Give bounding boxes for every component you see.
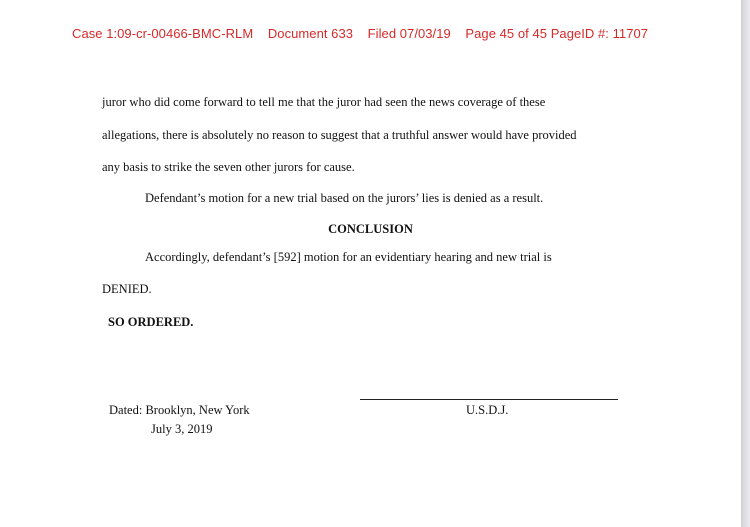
body-line-5: Accordingly, defendant’s [592] motion for an evidentiary hearing and new trial is (145, 250, 552, 264)
signature-line (360, 399, 618, 400)
page-edge (742, 0, 750, 527)
section-heading (0, 222, 741, 237)
filing-header (72, 26, 648, 41)
conclusion-heading: CONCLUSION (328, 222, 413, 236)
signature-date: July 3, 2019 (151, 422, 213, 436)
body-line-6: DENIED. (102, 282, 152, 296)
body-line-3: any basis to strike the seven other jurors for cause. (102, 160, 355, 174)
body-line-4: Defendant’s motion for a new trial based on the jurors’ lies is denied as a result. (145, 191, 544, 205)
body-line-2: allegations, there is absolutely no reason to suggest that a truthful answer would have provided (102, 128, 577, 142)
so-ordered: SO ORDERED. (108, 315, 194, 329)
document-number: Document 633 (267, 26, 354, 41)
filed-date: Filed 07/03/19 (367, 26, 451, 41)
page-info: Page 45 of 45 PageID #: 11707 (465, 26, 649, 41)
case-number: Case 1:09-cr-00466-BMC-RLM (72, 26, 254, 41)
body-line-1: juror who did come forward to tell me that the juror had seen the news coverage of these (102, 95, 546, 109)
judge-title: U.S.D.J. (466, 403, 509, 417)
dated-location: Dated: Brooklyn, New York (109, 403, 250, 417)
